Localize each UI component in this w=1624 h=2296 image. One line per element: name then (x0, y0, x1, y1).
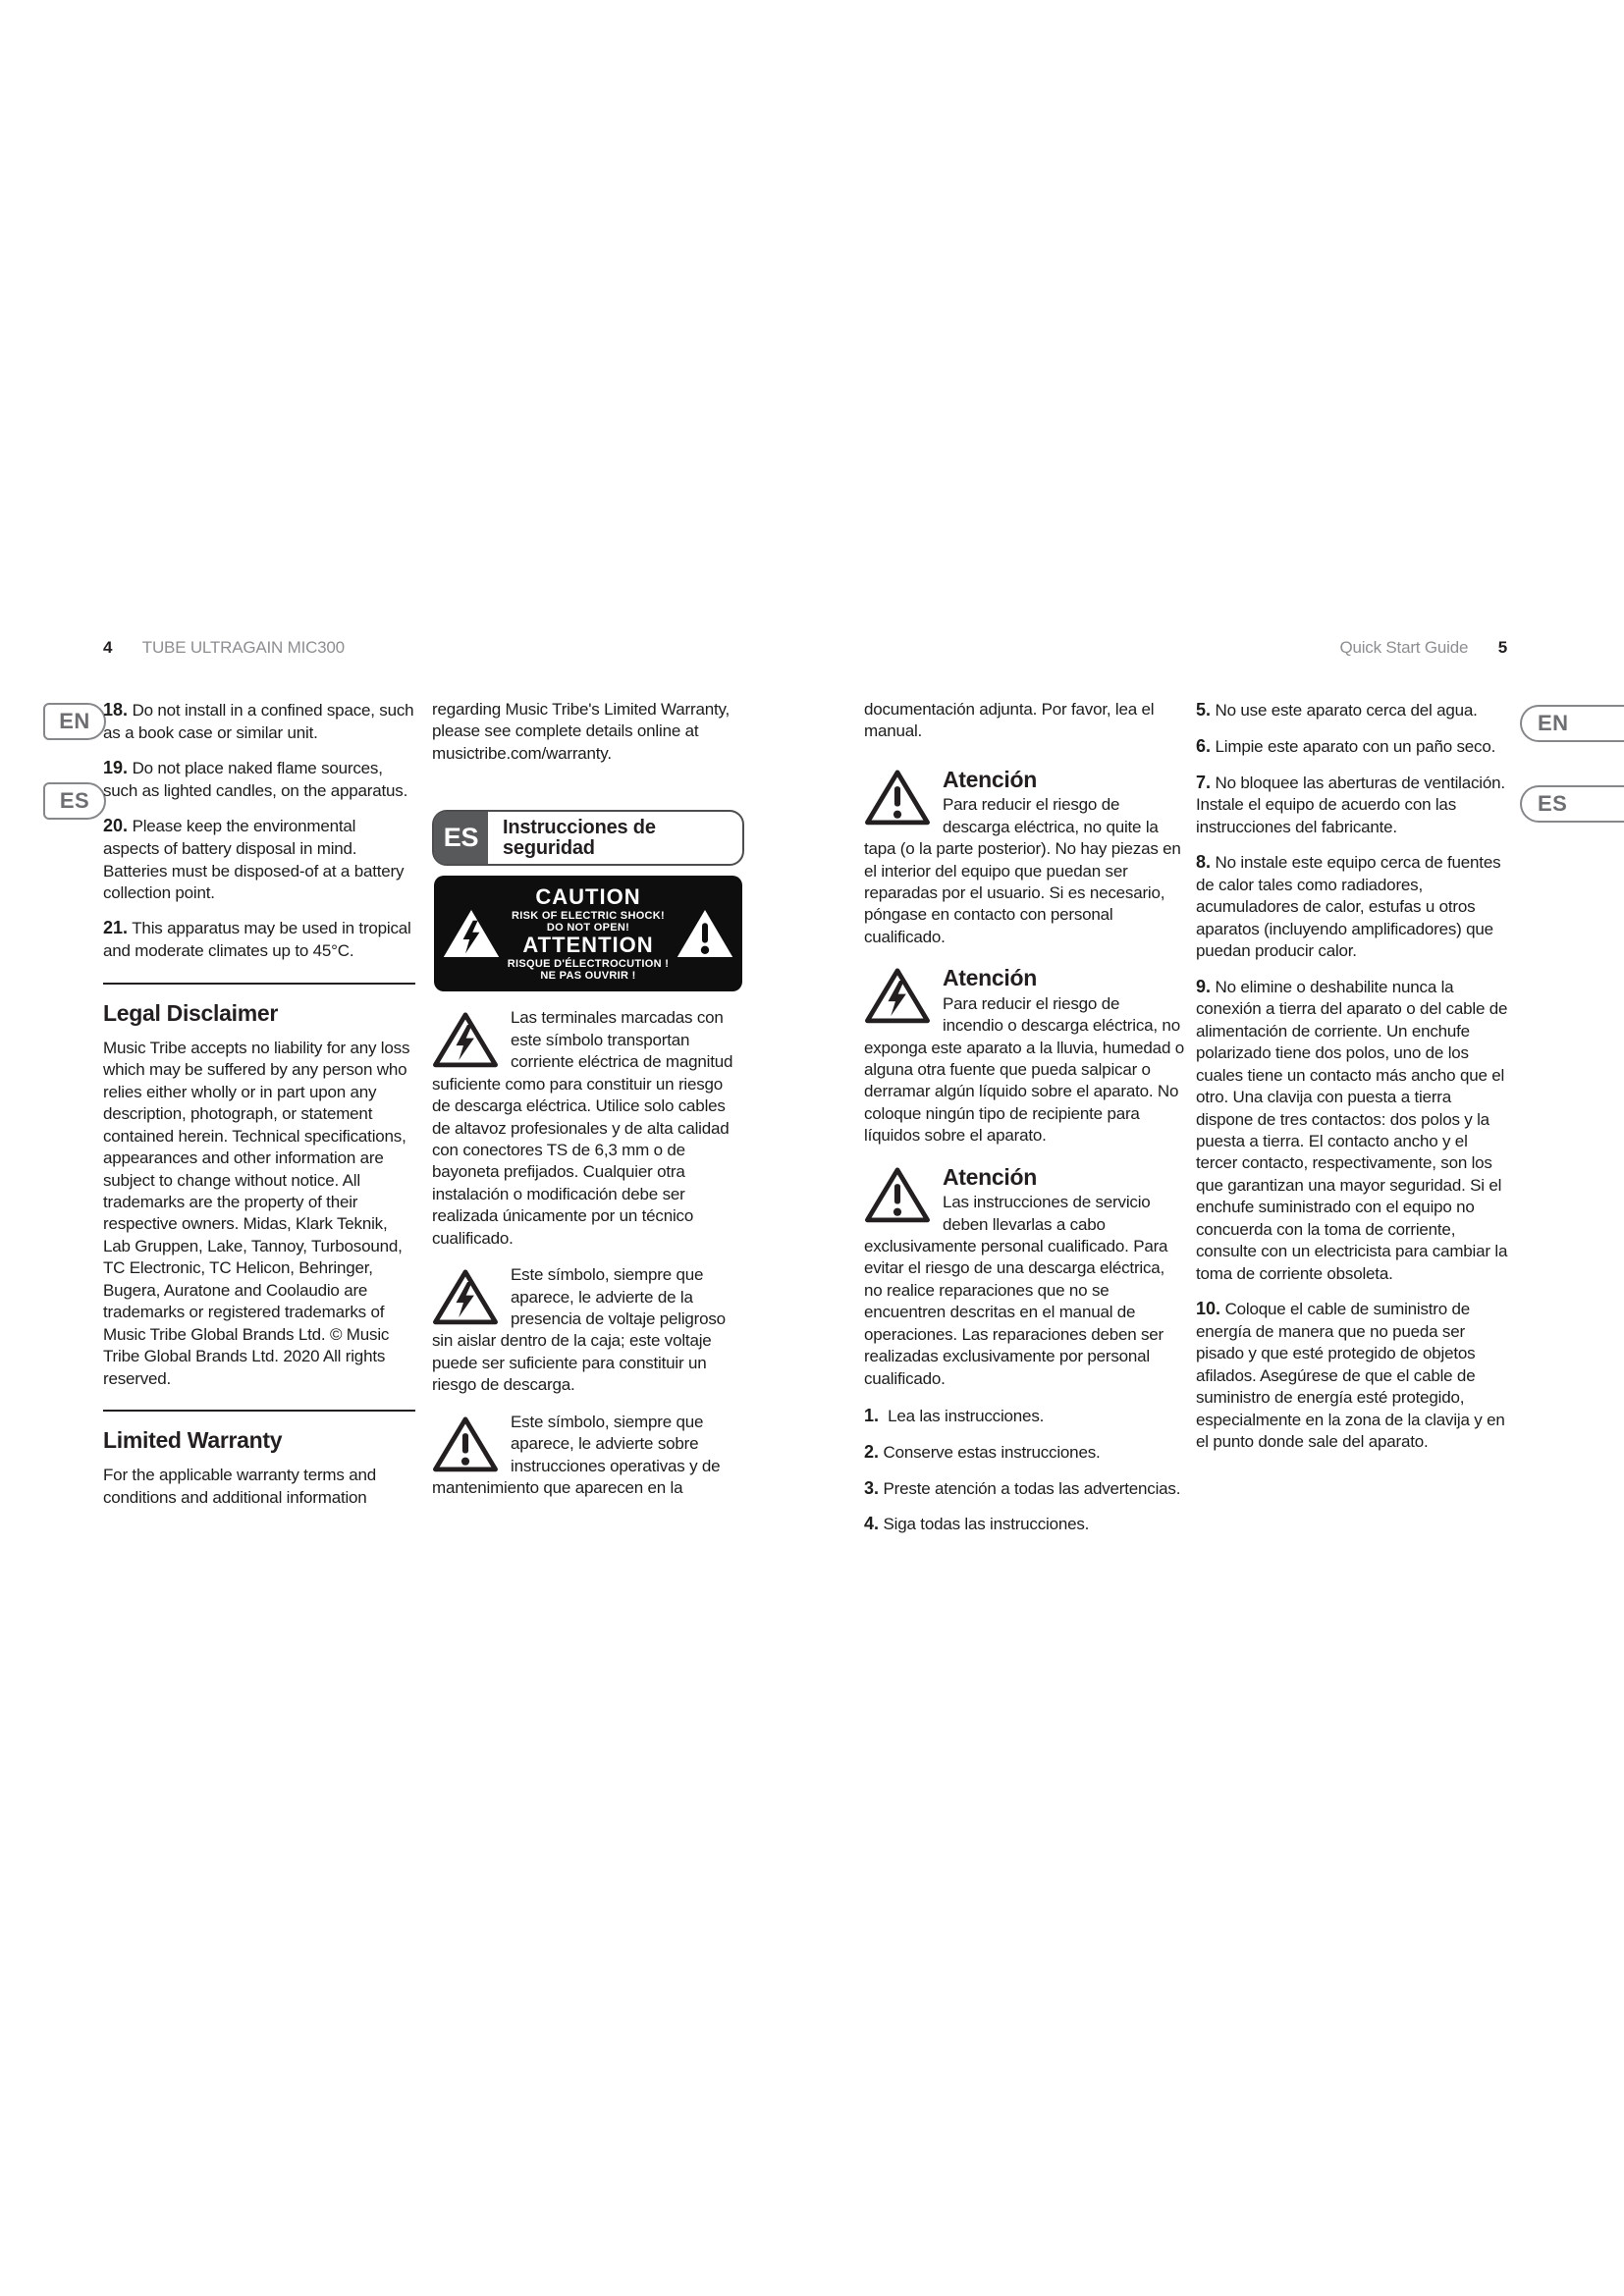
page-header-right (1339, 638, 1507, 658)
warning-paragraph (432, 1264, 744, 1397)
tab-language-en-left (43, 703, 106, 740)
warranty-continuation-text: regarding Music Tribe's Limited Warranty, please see complete details online at musictribe.com/warranty. (432, 700, 731, 763)
item-number: 2. (864, 1441, 880, 1462)
item-text: Siga todas las instrucciones. (883, 1515, 1090, 1534)
lightning-triangle-icon (864, 966, 931, 1025)
atencion-heading: Atención (943, 1163, 1037, 1190)
item-number: 3. (864, 1477, 880, 1498)
safety-item-10 (1196, 1298, 1508, 1453)
item-number: 8. (1196, 852, 1212, 873)
item-number: 20. (103, 816, 129, 836)
legal-disclaimer-text: Music Tribe accepts no liability for any loss which may be suffered by any person who relies either wholly or in part upon any description, photograph, or statement contained herein. Technical specifications, appearances and other information are subject to change without notice. All trademarks are the property of their respective owners. Midas, Klark Teknik, Lab Gruppen, Lake, Tannoy, Turbosound, TC Electronic, TC Helicon, Behringer, Bugera, Auratone and Coolaudio are trademarks or registered trademarks of Music Tribe Global Brands Ltd. © Music Tribe Global Brands Ltd. 2020 All rights reserved. (103, 1038, 410, 1388)
lightning-triangle-icon (442, 907, 501, 960)
caution-line: CAUTION (535, 884, 641, 910)
caution-label (434, 876, 742, 991)
atencion-heading: Atención (943, 766, 1037, 792)
item-number: 21. (103, 918, 129, 938)
page-number-right: 5 (1497, 638, 1507, 657)
limited-warranty-text: For the applicable warranty terms and conditions and additional information (103, 1466, 376, 1507)
safety-item-21 (103, 917, 415, 962)
atencion-section (864, 1162, 1184, 1390)
section-divider (103, 1410, 415, 1412)
page-number-left: 4 (103, 638, 113, 657)
tab-en-label: EN (59, 709, 90, 733)
continuation-text: documentación adjunta. Por favor, lea el manual. (864, 700, 1155, 741)
column-es-atencion (864, 699, 1184, 1549)
column-es-intro (432, 699, 744, 1515)
document-title: TUBE ULTRAGAIN MIC300 (141, 638, 345, 657)
safety-item-7 (1196, 772, 1508, 839)
item-number: 7. (1196, 772, 1212, 792)
exclamation-triangle-icon (864, 1165, 931, 1224)
safety-item-18 (103, 699, 415, 744)
warning-paragraph (432, 1412, 744, 1500)
safety-item-9 (1196, 976, 1508, 1285)
guide-title: Quick Start Guide (1339, 638, 1469, 657)
item-number: 10. (1196, 1299, 1221, 1319)
item-text: No elimine o deshabilite nunca la conexión a tierra del aparato o del cable de alimentación de corriente. Un enchufe polarizado tiene dos polos, uno de los cuales tiene un contacto más ancho que el otro. Una clavija con puesta a tierra dispone de tres contactos: dos polos y la puesta a tierra. El contacto ancho y el tercer contacto, respectivamente, son los que garantizan una mayor seguridad. Si el enchufe suministrado con el equipo no concuerda con la toma de corriente, consulte con un electricista para cambiar la toma de corriente obsoleta. (1196, 977, 1508, 1283)
safety-item-19 (103, 757, 415, 802)
attention-line: ATTENTION (522, 933, 654, 958)
page-header-left (103, 638, 345, 658)
warning-text: Las terminales marcadas con este símbolo transportan corriente eléctrica de magnitud suficiente como para constituir un riesgo de descarga eléctrica. Utilice solo cables de altavoz profesionales y de alta calidad con conectores TS de 6,3 mm o de bayoneta prefijados. Cualquier otra instalación o modificación debe ser realizada únicamente por un técnico cualificado. (432, 1008, 733, 1248)
lightning-triangle-icon (432, 1010, 499, 1069)
item-text: Coloque el cable de suministro de energía de manera que no pueda ser pisado y que esté protegido de objetos afilados. Asegúrese de que el cable de suministro de energía esté protegido, especialmente en la zona de la clavija y en el punto donde sale del aparato. (1196, 1300, 1505, 1451)
safety-item-4 (864, 1513, 1184, 1536)
item-number: 18. (103, 700, 129, 720)
atencion-heading: Atención (943, 965, 1037, 991)
item-text: Preste atención a todas las advertencias. (883, 1478, 1181, 1498)
caution-line: DO NOT OPEN! (546, 922, 630, 934)
exclamation-triangle-icon (864, 768, 931, 827)
es-safety-title: Instrucciones de seguridad (503, 816, 656, 859)
column-en-safety (103, 699, 415, 1522)
safety-item-8 (1196, 851, 1508, 963)
attention-line: NE PAS OUVRIR ! (540, 970, 636, 983)
legal-disclaimer-heading: Legal Disclaimer (103, 999, 279, 1026)
limited-warranty-heading: Limited Warranty (103, 1426, 283, 1453)
item-text: No use este aparato cerca del agua. (1215, 701, 1478, 720)
safety-item-5 (1196, 699, 1508, 722)
tab-language-es-right (1520, 785, 1624, 823)
item-text: Limpie este aparato con un paño seco. (1215, 736, 1496, 756)
item-number: 9. (1196, 976, 1212, 996)
tab-language-en-right (1520, 705, 1624, 742)
item-number: 1. (864, 1406, 880, 1426)
atencion-text: Para reducir el riesgo de incendio o descarga eléctrica, no exponga este aparato a la lluvia, humedad o alguna otra fuente que pueda salpicar o derramar algún líquido sobre el aparato. No coloque ningún tipo de recipiente para líquidos sobre el aparato. (864, 993, 1184, 1146)
caution-line: RISK OF ELECTRIC SHOCK! (511, 909, 665, 922)
item-number: 19. (103, 758, 129, 778)
column-es-items (1196, 699, 1508, 1466)
item-text: This apparatus may be used in tropical and moderate climates up to 45°C. (103, 919, 411, 961)
tab-en-label: EN (1538, 711, 1569, 735)
safety-item-6 (1196, 735, 1508, 759)
tab-es-label: ES (1538, 791, 1568, 816)
safety-item-1 (864, 1405, 1184, 1428)
item-text: Lea las instrucciones. (888, 1407, 1045, 1426)
item-text: No instale este equipo cerca de fuentes de calor tales como radiadores, acumuladores de calor, estufas u otros aparatos (incluyendo amplificadores) que puedan producir calor. (1196, 853, 1501, 961)
atencion-section (864, 963, 1184, 1147)
item-number: 5. (1196, 700, 1212, 720)
safety-item-20 (103, 815, 415, 904)
tab-es-label: ES (59, 788, 90, 813)
atencion-text: Para reducir el riesgo de descarga eléctrica, no quite la tapa (o la parte posterior). No hay piezas en el interior del equipo que puedan ser reparadas por el usuario. Si es necesario, póngase en contacto con personal cualificado. (864, 795, 1181, 946)
atencion-section (864, 765, 1184, 948)
item-text: Do not place naked flame sources, such as lighted candles, on the apparatus. (103, 759, 408, 800)
item-number: 4. (864, 1514, 880, 1534)
warning-text: Este símbolo, siempre que aparece, le advierte sobre instrucciones operativas y de mantenimiento que aparecen en la (432, 1412, 721, 1498)
caution-text (501, 885, 676, 983)
attention-line: RISQUE D'ÉLECTROCUTION ! (507, 957, 670, 970)
item-text: No bloquee las aberturas de ventilación. Instale el equipo de acuerdo con las instrucciones del fabricante. (1196, 773, 1505, 836)
es-safety-instructions-header (432, 810, 744, 866)
warning-paragraph (432, 1007, 744, 1250)
warning-text: Este símbolo, siempre que aparece, le advierte de la presencia de voltaje peligroso sin aislar dentro de la caja; este voltaje puede ser suficiente para constituir un riesgo de descarga. (432, 1265, 726, 1395)
item-text: Conserve estas instrucciones. (883, 1442, 1101, 1462)
exclamation-triangle-icon (432, 1415, 499, 1473)
atencion-text: Las instrucciones de servicio deben llevarlas a cabo exclusivamente personal cualificado. Para evitar el riesgo de una descarga eléctrica, no realice reparaciones que no se encuentren descritas en el manual de operaciones. Las reparaciones deben ser realizadas exclusivamente por personal cualificado. (864, 1193, 1168, 1388)
exclamation-triangle-icon (676, 907, 734, 960)
section-divider (103, 983, 415, 985)
safety-item-2 (864, 1441, 1184, 1465)
item-text: Please keep the environmental aspects of battery disposal in mind. Batteries must be disposed-of at a battery collection point. (103, 817, 405, 902)
tab-language-es-left (43, 782, 106, 820)
lightning-triangle-icon (432, 1267, 499, 1326)
safety-item-3 (864, 1477, 1184, 1501)
es-language-badge: ES (434, 812, 488, 864)
item-text: Do not install in a confined space, such as a book case or similar unit. (103, 701, 414, 742)
item-number: 6. (1196, 735, 1212, 756)
